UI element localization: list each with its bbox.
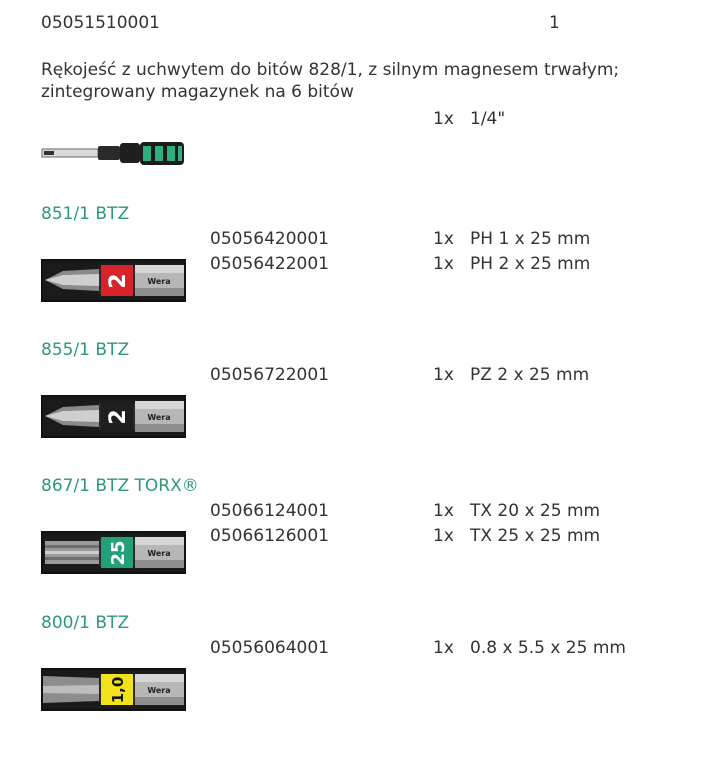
article-spec: PH 1 x 25 mm: [470, 229, 591, 249]
article-qty: 1x: [433, 365, 454, 385]
article-code: 05056064001: [210, 638, 329, 658]
article-qty: 1x: [433, 229, 454, 249]
screwdriver-handle-image: [41, 140, 186, 167]
section-title-800: 800/1 BTZ: [41, 613, 130, 633]
ph-bit-image: [41, 259, 186, 302]
article-code: 05056420001: [210, 229, 329, 249]
section-title-851: 851/1 BTZ: [41, 204, 130, 224]
article-code: 05056722001: [210, 365, 329, 385]
article-spec: TX 25 x 25 mm: [470, 526, 601, 546]
article-spec: 0.8 x 5.5 x 25 mm: [470, 638, 626, 658]
bit-size-label: 2: [106, 409, 131, 425]
article-spec: PZ 2 x 25 mm: [470, 365, 590, 385]
wera-logo: Wera: [147, 549, 171, 558]
bit-size-label: 1,0: [109, 676, 127, 704]
wera-logo: Wera: [147, 686, 171, 695]
article-code: 05066126001: [210, 526, 329, 546]
handle-qty: 1x: [433, 109, 454, 129]
article-code: 05066124001: [210, 501, 329, 521]
torx-bit-image: [41, 531, 186, 574]
bit-size-label: 2: [106, 273, 131, 289]
section-title-855: 855/1 BTZ: [41, 340, 130, 360]
article-spec: TX 20 x 25 mm: [470, 501, 601, 521]
article-qty: 1x: [433, 638, 454, 658]
bit-size-label: 25: [108, 540, 129, 566]
article-spec: PH 2 x 25 mm: [470, 254, 591, 274]
article-qty: 1x: [433, 501, 454, 521]
wera-logo: Wera: [147, 413, 171, 422]
article-qty: 1x: [433, 526, 454, 546]
header-article-number: 05051510001: [41, 13, 160, 33]
header-quantity: 1: [549, 13, 560, 33]
slotted-bit-image: [41, 668, 186, 711]
wera-logo: Wera: [147, 277, 171, 286]
section-title-867: 867/1 BTZ TORX®: [41, 476, 199, 496]
handle-size: 1/4": [470, 109, 506, 129]
article-code: 05056422001: [210, 254, 329, 274]
article-qty: 1x: [433, 254, 454, 274]
handle-description: Rękojeść z uchwytem do bitów 828/1, z silnym magnesem trwałym; zintegrowany magazynek na 6 bitów: [41, 60, 620, 102]
pz-bit-image: [41, 395, 186, 438]
